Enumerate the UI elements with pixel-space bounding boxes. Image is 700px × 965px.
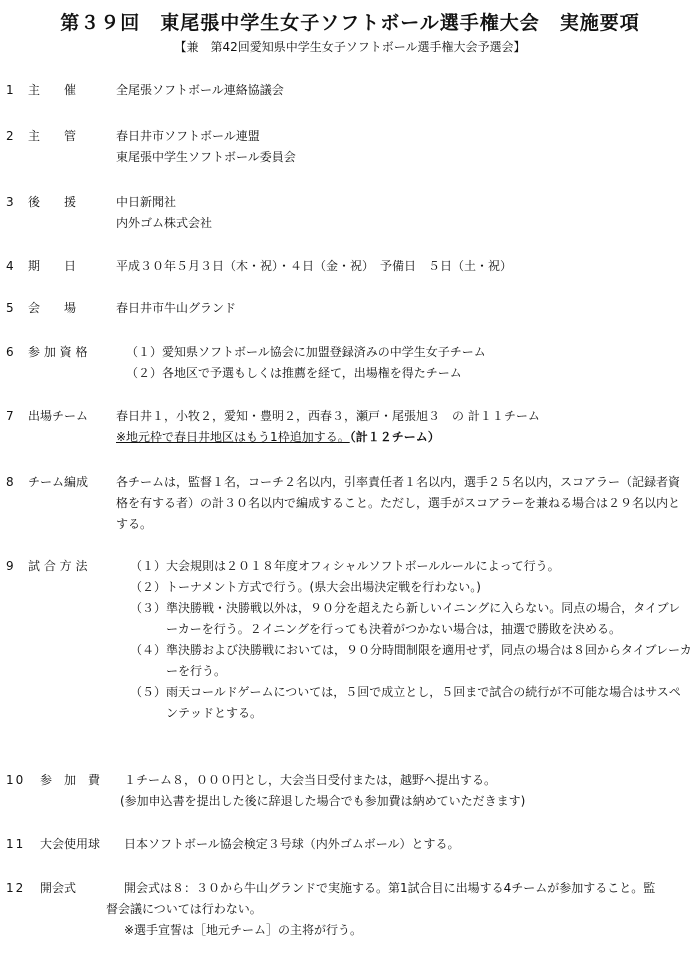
item-text: １チーム８，０００円とし，大会当日受付または，越野へ提出する。 <box>124 773 497 787</box>
item-number: 3 <box>6 195 16 209</box>
item-text: 各チームは，監督１名，コーチ２名以内，引率責任者１名以内，選手２５名以内，スコアラー（記録者資格を有する者）の計３０名以内で編成すること。ただし，選手がスコアラーを兼ねる場合は２９名以内とする。 <box>116 475 681 531</box>
item-text: 春日井市牛山グランド <box>116 301 237 315</box>
item-label: 参 加 資 格 <box>28 345 88 359</box>
document-title: 第３９回 東尾張中学生女子ソフトボール選手権大会 実施要項 <box>60 12 640 34</box>
item-label: 出場チーム <box>28 409 89 423</box>
item-label: 参 加 費 <box>40 773 101 787</box>
item-number: 4 <box>6 259 16 273</box>
rule-line: （５）雨天コールドゲームについては，５回で成立とし，５回まで試合の続行が不可能な場合はサスペンテッドとする。 <box>130 685 681 720</box>
item-number: 12 <box>6 881 26 895</box>
item-label: 会 場 <box>28 301 77 315</box>
item-text: 全尾張ソフトボール連絡協議会 <box>116 83 284 97</box>
item-label: 後 援 <box>28 195 77 209</box>
rule-line: （４）準決勝および決勝戦においては，９０分時間制限を適用せず，同点の場合は８回からタイブレーカーを行う。 <box>130 643 692 678</box>
item-number: 5 <box>6 301 16 315</box>
item-text: 東尾張中学生ソフトボール委員会 <box>116 150 296 164</box>
item-label: 期 日 <box>28 259 77 273</box>
item-label: 試 合 方 法 <box>28 559 88 573</box>
item-text: 中日新聞社 <box>116 195 177 209</box>
item-label: 開会式 <box>40 881 77 895</box>
item-label: 主 催 <box>28 83 77 97</box>
item-number: 1 <box>6 83 16 97</box>
item-text: 内外ゴム株式会社 <box>116 216 213 230</box>
item-text: 開会式は８：３０から牛山グランドで実施する。第1試合目に出場する4チームが参加すること。監督会議については行わない。 <box>106 881 656 916</box>
local-slot-note: ※地元枠で春日井地区はもう1枠追加する。 <box>116 430 350 444</box>
item-text: 春日井市ソフトボール連盟 <box>116 129 260 143</box>
item-text: 春日井１，小牧２，愛知・豊明２，西春３，瀬戸・尾張旭３ の 計１１チーム <box>116 409 540 423</box>
item-label: 主 管 <box>28 129 77 143</box>
item-number: 8 <box>6 475 16 489</box>
item-number: 11 <box>6 837 26 851</box>
rule-line: （２）トーナメント方式で行う。(県大会出場決定戦を行わない。) <box>130 580 481 594</box>
item-text: 平成３０年５月３日（木・祝）・４日（金・祝） 予備日 ５日（土・祝） <box>116 259 513 273</box>
document-subtitle: 【兼 第42回愛知県中学生女子ソフトボール選手権大会予選会】 <box>174 40 526 54</box>
rule-line: （３）準決勝戦・決勝戦以外は，９０分を超えたら新しいイニングに入らない。同点の場合，タイブレーカーを行う。２イニングを行っても決着がつかない場合は，抽選で勝敗を決める。 <box>130 601 681 636</box>
item-text: （２）各地区で予選もしくは推薦を経て，出場権を得たチーム <box>126 366 462 380</box>
rule-line: （１）大会規則は２０１８年度オフィシャルソフトボールルールによって行う。 <box>130 559 560 573</box>
item-number: 2 <box>6 129 16 143</box>
item-number: 10 <box>6 773 26 787</box>
team-total-note: （計１２チーム） <box>349 430 440 444</box>
item-text: （１）愛知県ソフトボール協会に加盟登録済みの中学生女子チーム <box>126 345 486 359</box>
item-text: ※選手宣誓は［地元チーム］の主将が行う。 <box>124 923 363 937</box>
item-text: (参加申込書を提出した後に辞退した場合でも参加費は納めていただきます) <box>120 794 526 808</box>
item-number: 9 <box>6 559 16 573</box>
item-label: 大会使用球 <box>40 837 101 851</box>
item-text: 日本ソフトボール協会検定３号球（内外ゴムボール）とする。 <box>124 837 460 851</box>
item-label: チーム編成 <box>28 475 89 489</box>
item-number: 6 <box>6 345 16 359</box>
item-number: 7 <box>6 409 16 423</box>
